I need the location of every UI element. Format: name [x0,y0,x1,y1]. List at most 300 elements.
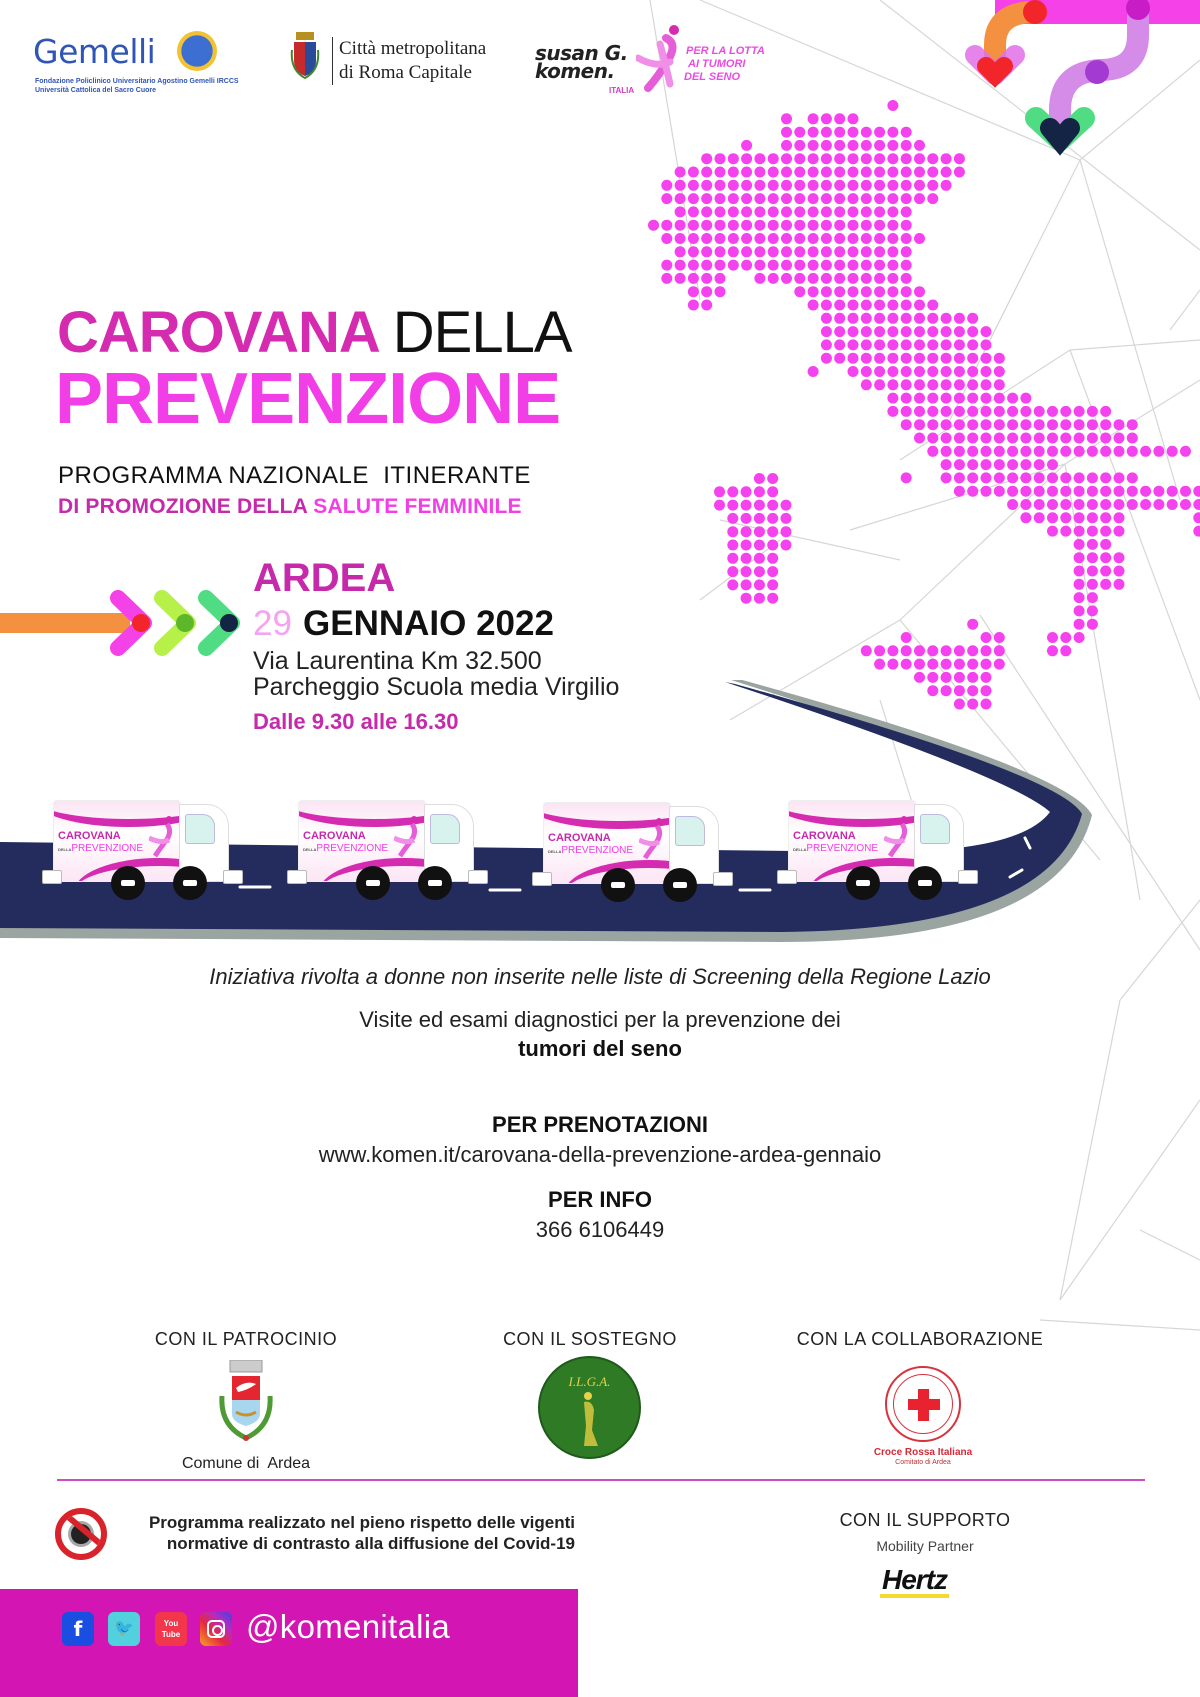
map-dot [781,140,792,151]
map-dot [834,273,845,284]
map-dot [994,433,1005,444]
map-dot [861,353,872,364]
map-dot [728,193,739,204]
map-dot [1020,433,1031,444]
map-dot [701,300,712,311]
map-dot [701,246,712,257]
map-dot [834,353,845,364]
map-dot [727,486,738,497]
map-dot [941,326,952,337]
facebook-icon[interactable]: f [62,1612,94,1646]
map-dot [808,300,819,311]
map-dot [981,353,992,364]
map-dot [874,246,885,257]
map-dot [661,233,672,244]
map-dot [1087,419,1098,430]
map-dot [794,180,805,191]
map-dot [741,540,752,551]
map-dot [754,273,765,284]
map-dot [768,206,779,217]
map-dot [994,632,1005,643]
map-dot [1153,446,1164,457]
map-dot [927,419,938,430]
map-dot [808,140,819,151]
truck-window [920,814,950,844]
map-dot [741,566,752,577]
map-dot [808,127,819,138]
event-address-line-1: Via Laurentina Km 32.500 [253,647,542,675]
map-dot [967,472,978,483]
map-dot [901,180,912,191]
map-dot [794,220,805,231]
map-dot [941,645,952,656]
map-dot [848,167,859,178]
map-dot [1007,393,1018,404]
map-dot [914,193,925,204]
map-dot [887,659,898,670]
map-dot [1087,486,1098,497]
map-dot [1100,539,1111,550]
map-dot [1167,486,1178,497]
map-dot [967,619,978,630]
visits-text-bold: tumori del seno [518,1036,682,1061]
komen-country: ITALIA [609,86,635,95]
map-dot [901,260,912,271]
map-dot [1047,486,1058,497]
map-dot [1074,619,1085,630]
info-phone[interactable]: 366 6106449 [535,1217,665,1242]
map-dot [954,393,965,404]
map-dot [927,645,938,656]
map-dot [794,286,805,297]
map-dot [1127,446,1138,457]
booking-heading: PER PRENOTAZIONI [492,1112,708,1137]
map-dot [848,153,859,164]
map-dot [848,273,859,284]
youtube-icon[interactable] [155,1612,187,1646]
map-dot [981,419,992,430]
visits-text: Visite ed esami diagnostici per la prevenzione dei [359,1007,841,1032]
map-dot [901,220,912,231]
map-dot [1060,472,1071,483]
map-dot [1007,433,1018,444]
map-dot [901,645,912,656]
map-dot [754,593,765,604]
map-dot [887,313,898,324]
map-dot [728,220,739,231]
map-dot [874,353,885,364]
map-dot [701,233,712,244]
subtitle-promozione [58,495,522,519]
komen-tagline-2: AI TUMORI [688,58,746,70]
map-dot [781,500,792,511]
event-address [253,648,619,700]
map-dot [741,220,752,231]
caravan-truck [535,802,725,902]
map-dot [887,366,898,377]
map-dot [994,486,1005,497]
map-dot [1114,552,1125,563]
map-dot [1074,552,1085,563]
map-dot [834,286,845,297]
map-dot [701,167,712,178]
ilga-logo [538,1356,641,1459]
map-dot [901,167,912,178]
map-dot [994,472,1005,483]
map-dot [834,193,845,204]
map-dot [821,286,832,297]
youtube-text-1: You [163,1619,179,1628]
map-dot [1114,566,1125,577]
map-dot [794,246,805,257]
map-dot [874,220,885,231]
map-dot [887,286,898,297]
map-dot [914,393,925,404]
map-dot [848,140,859,151]
map-dot [861,127,872,138]
covid-notice-line-1: Programma realizzato nel pieno rispetto delle vigenti [148,1513,575,1532]
map-dot [768,167,779,178]
map-dot [1100,579,1111,590]
map-dot [821,180,832,191]
map-dot [1114,472,1125,483]
map-dot [808,167,819,178]
map-dot [1020,393,1031,404]
map-dot [675,233,686,244]
map-dot [901,339,912,350]
map-dot [1100,499,1111,510]
map-dot [715,260,726,271]
map-dot [941,180,952,191]
decorative-arrows-graphic [950,0,1200,170]
map-dot [808,286,819,297]
map-dot [994,366,1005,377]
map-dot [954,645,965,656]
map-dot [1047,512,1058,523]
map-dot [874,206,885,217]
map-dot [914,286,925,297]
map-dot [1007,472,1018,483]
map-dot [967,313,978,324]
truck-bumper [287,870,307,884]
map-dot [861,206,872,217]
map-dot [1060,512,1071,523]
roma-crest-icon [290,30,320,80]
map-dot [901,366,912,377]
map-dot [887,167,898,178]
map-dot [1060,632,1071,643]
truck-bumper [958,870,978,884]
map-dot [715,220,726,231]
map-dot [701,180,712,191]
map-dot [781,127,792,138]
map-dot [1034,472,1045,483]
map-dot [781,526,792,537]
map-dot [767,540,778,551]
komen-tagline-1: PER LA LOTTA [686,45,765,57]
truck-label-2: DELLAPREVENZIONE [548,845,634,856]
map-dot [781,206,792,217]
map-dot [688,260,699,271]
map-dot [861,273,872,284]
map-dot [994,659,1005,670]
map-dot [1020,406,1031,417]
pink-ribbon-icon [636,22,686,92]
map-dot [861,379,872,390]
map-dot [1193,512,1200,523]
event-hours: Dalle 9.30 alle 16.30 [253,709,459,734]
map-dot [981,433,992,444]
map-dot [927,446,938,457]
map-dot [914,140,925,151]
map-dot [848,193,859,204]
map-dot [794,153,805,164]
map-dot [848,220,859,231]
map-dot [834,326,845,337]
map-dot [1034,419,1045,430]
caravan-truck [780,800,970,900]
map-dot [688,286,699,297]
map-dot [954,486,965,497]
map-dot [808,273,819,284]
map-dot [727,579,738,590]
map-dot [901,659,912,670]
map-dot [741,167,752,178]
map-dot [861,366,872,377]
map-dot [701,286,712,297]
map-dot [794,273,805,284]
map-dot [1087,552,1098,563]
map-dot [981,379,992,390]
map-dot [861,167,872,178]
map-dot [967,433,978,444]
map-dot [967,379,978,390]
title-word-carovana: CAROVANA [57,300,378,365]
map-dot [768,153,779,164]
map-dot [1034,486,1045,497]
map-dot [1087,512,1098,523]
map-dot [715,206,726,217]
booking-url-link[interactable]: www.komen.it/carovana-della-prevenzione-ardea-gennaio [318,1142,882,1167]
truck-wheel [601,868,635,902]
map-dot [767,553,778,564]
map-dot [941,459,952,470]
map-dot [1047,433,1058,444]
map-dot [1047,406,1058,417]
map-dot [1060,499,1071,510]
map-dot [901,140,912,151]
map-dot [701,193,712,204]
map-dot [941,406,952,417]
map-dot [675,220,686,231]
map-dot [768,180,779,191]
truck-wheel [418,866,452,900]
map-dot [728,246,739,257]
map-dot [821,113,832,124]
map-dot [887,180,898,191]
title-line-1 [57,301,572,365]
map-dot [848,180,859,191]
map-dot [661,220,672,231]
map-dot [927,193,938,204]
map-dot [688,180,699,191]
golfer-figure-icon [578,1390,602,1448]
map-dot [728,206,739,217]
instagram-icon[interactable] [200,1612,232,1646]
map-dot [741,260,752,271]
event-month-year: GENNAIO 2022 [303,604,554,643]
map-dot [914,300,925,311]
map-dot [688,193,699,204]
map-dot [727,526,738,537]
map-dot [754,167,765,178]
map-dot [834,153,845,164]
map-dot [754,566,765,577]
map-dot [834,246,845,257]
map-dot [861,339,872,350]
map-dot [808,206,819,217]
map-dot [1020,512,1031,523]
map-dot [715,153,726,164]
map-dot [834,140,845,151]
map-dot [1060,419,1071,430]
map-dot [1114,446,1125,457]
map-dot [1193,499,1200,510]
map-dot [927,300,938,311]
map-dot [808,193,819,204]
subtitle-promozione-part-2: SALUTE FEMMINILE [313,495,522,518]
truck-label-1: CAROVANA [58,830,121,842]
map-dot [1020,472,1031,483]
map-dot [941,472,952,483]
map-dot [741,500,752,511]
map-dot [874,326,885,337]
map-dot [715,246,726,257]
map-dot [1047,632,1058,643]
social-handle[interactable]: @komenitalia [246,1608,451,1645]
truck-label-2: DELLAPREVENZIONE [303,843,389,854]
map-dot [701,206,712,217]
map-dot [688,167,699,178]
map-dot [1087,433,1098,444]
map-dot [981,472,992,483]
map-dot [754,500,765,511]
map-dot [914,153,925,164]
map-dot [1167,446,1178,457]
map-dot [781,513,792,524]
map-dot [1060,433,1071,444]
map-dot [1034,406,1045,417]
map-dot [741,513,752,524]
map-dot [728,180,739,191]
map-dot [728,260,739,271]
twitter-icon[interactable]: 🐦 [108,1612,140,1646]
map-dot [874,313,885,324]
map-dot [887,353,898,364]
map-dot [994,353,1005,364]
map-dot [941,659,952,670]
map-dot [967,659,978,670]
map-dot [794,233,805,244]
map-dot [781,273,792,284]
map-dot [1087,579,1098,590]
truck-ribbon-icon [639,816,667,860]
map-dot [1007,486,1018,497]
map-dot [887,406,898,417]
map-dot [901,153,912,164]
map-dot [848,366,859,377]
truck-ribbon-icon [149,814,177,858]
map-dot [848,246,859,257]
map-dot [1007,459,1018,470]
truck-bumper [777,870,797,884]
map-dot [768,233,779,244]
map-dot [834,233,845,244]
map-dot [954,366,965,377]
map-dot [1074,406,1085,417]
map-dot [821,313,832,324]
map-dot [754,540,765,551]
map-dot [741,206,752,217]
map-dot [1087,539,1098,550]
title-word-della: DELLA [392,300,572,365]
map-dot [715,273,726,284]
map-dot [901,406,912,417]
map-dot [1074,472,1085,483]
komen-logo [535,41,628,83]
map-dot [821,140,832,151]
map-dot [887,645,898,656]
map-dot [874,153,885,164]
map-dot [808,233,819,244]
map-dot [781,233,792,244]
map-dot [754,233,765,244]
croce-rossa-sub: Comitato di Ardea [895,1459,951,1466]
map-dot [981,645,992,656]
map-dot [954,659,965,670]
map-dot [794,260,805,271]
truck-window [430,814,460,844]
map-dot [1047,526,1058,537]
map-dot [834,180,845,191]
map-dot [834,113,845,124]
map-dot [821,339,832,350]
map-dot [661,273,672,284]
map-dot [1127,499,1138,510]
map-dot [1060,486,1071,497]
map-dot [808,153,819,164]
map-dot [834,206,845,217]
map-dot [887,339,898,350]
map-dot [874,167,885,178]
map-dot [834,339,845,350]
map-dot [1127,486,1138,497]
map-dot [675,193,686,204]
map-dot [901,193,912,204]
map-dot [808,366,819,377]
title-word-prevenzione: PREVENZIONE [55,359,561,439]
map-dot [781,180,792,191]
map-dot [901,472,912,483]
map-dot [927,167,938,178]
roma-line-2: di Roma Capitale [339,62,472,83]
map-dot [941,366,952,377]
map-dot [1087,526,1098,537]
map-dot [1180,499,1191,510]
map-dot [874,273,885,284]
map-dot [661,260,672,271]
map-dot [848,313,859,324]
